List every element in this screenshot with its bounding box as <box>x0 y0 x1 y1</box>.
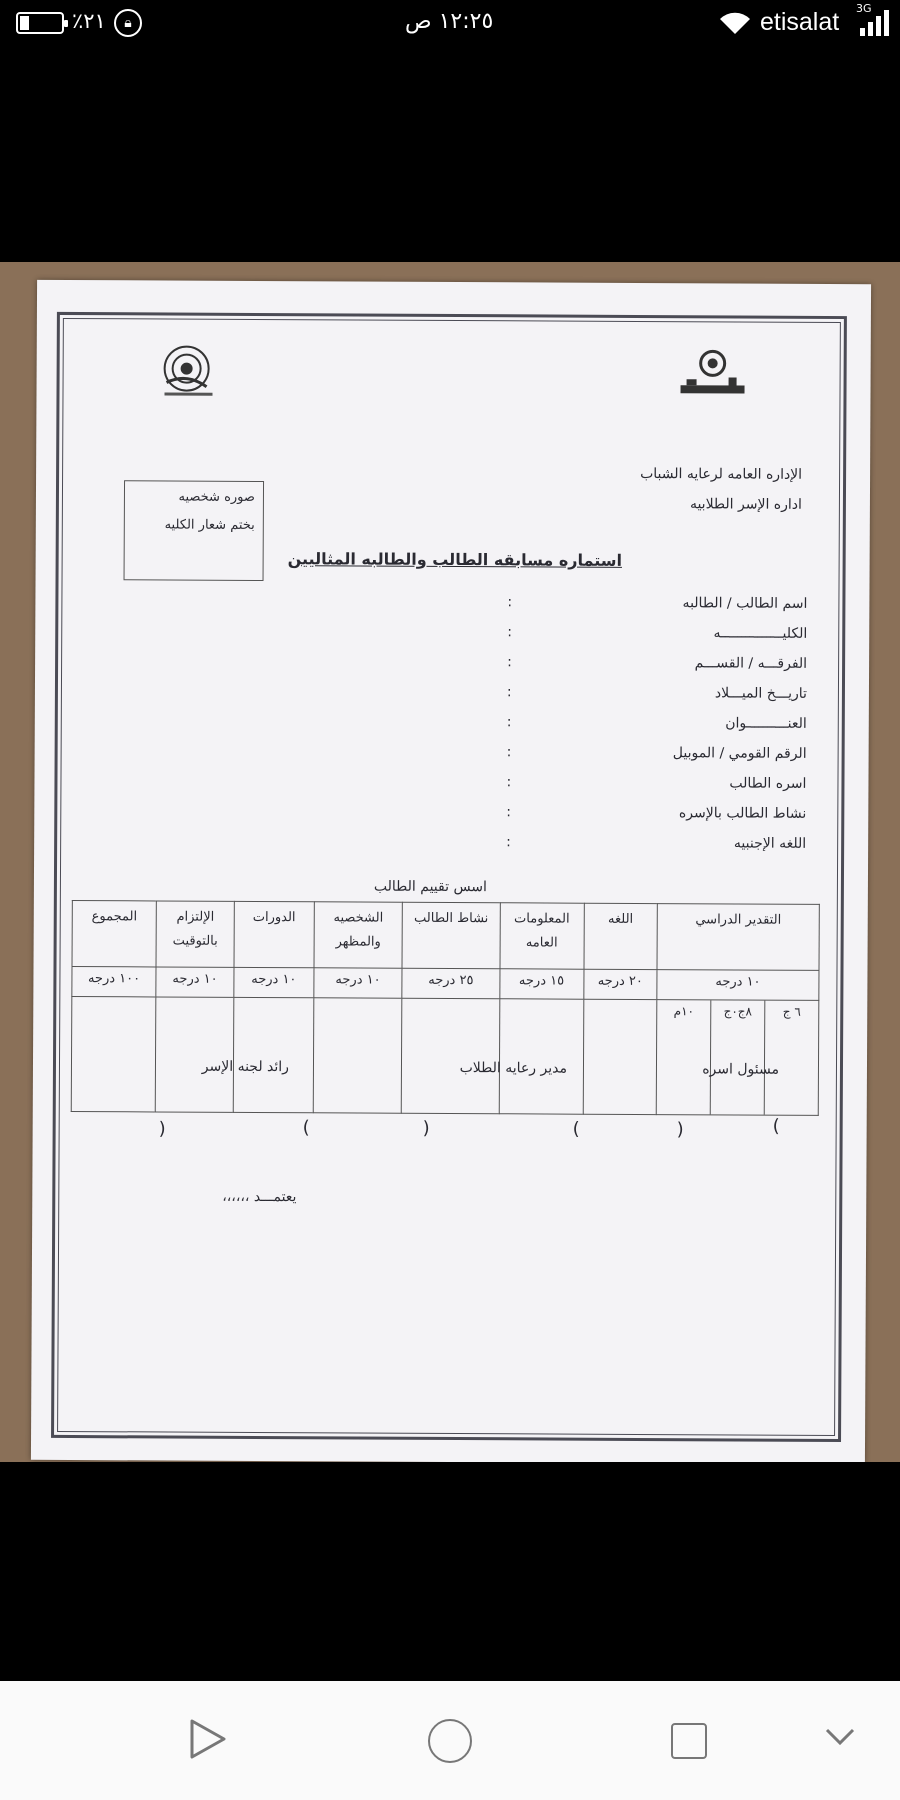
score-cell <box>233 997 313 1112</box>
column-max-grade: ٢٠ درجه <box>584 969 658 999</box>
form-field <box>507 594 807 620</box>
column-max-grade: ١٥ درجه <box>499 969 583 999</box>
navigation-bar <box>0 1681 900 1800</box>
form-field <box>507 744 807 770</box>
field-colon: : <box>506 684 512 701</box>
score-cell <box>402 998 500 1114</box>
battery-percentage: ٪٢١ <box>72 9 106 33</box>
rotation-lock-icon: 🔒︎ <box>114 9 142 37</box>
field-label: اسره الطالب <box>729 775 807 792</box>
field-colon: : <box>506 744 512 761</box>
form-field <box>507 654 807 680</box>
field-label: الكليـــــــــــــــه <box>713 625 808 642</box>
photo-label-2: بختم شعار الكليه <box>164 517 255 533</box>
field-label: العنــــــــــوان <box>725 715 807 732</box>
column-max-grade: ١٠ درجه <box>314 968 403 998</box>
score-cell <box>71 997 156 1112</box>
photo-placeholder <box>124 480 265 581</box>
field-colon: : <box>506 834 511 851</box>
form-field <box>506 774 806 800</box>
left-logo-icon <box>156 342 218 400</box>
criteria-title: اسس تقييم الطالب <box>373 878 488 896</box>
column-max-grade: ١٠٠ درجه <box>72 967 156 997</box>
column-max-grade: ١٠ درجه <box>156 967 234 997</box>
grade-subcolumn: ١٠م <box>673 1004 695 1019</box>
score-cell <box>583 999 657 1114</box>
column-max-grade: ١٠ درجه <box>657 970 819 1001</box>
score-cell <box>499 999 584 1114</box>
form-field <box>507 684 807 710</box>
score-cell <box>656 1000 819 1116</box>
evaluation-table <box>71 900 820 1116</box>
column-header: الإلتزام بالتوقيت <box>156 901 234 967</box>
wifi-icon <box>718 10 752 41</box>
field-label: اسم الطالب / الطالبه <box>682 595 808 612</box>
form-field <box>506 804 806 830</box>
form-field <box>506 834 806 860</box>
paper-sheet: الإداره العامه لرعايه الشباب اداره الإسر الطلابيه صوره شخصيه بختم شعار الكليه استماره مسابقه الطالب والطالبه المثاليين اسم الطالب / الطالبه : الكليـــــــــــــــه : الفرقـــه / القســـم : تاريـــخ الميـــلاد : العنــــــــــوان : الرقم القومي / الموبيل : اسره الطالب : نشاط الطالب بالإسره : اللغه الإجنبيه : اسس تقييم الطالب التقدير الدراسي اللغه المعلومات العامه نشاط الطالب الشخصيه والمظهر الدورات الإلتزام بالتوقيت المجموع ١٠ درجه ٢٠ درجه ١٥ درجه ٢٥ درجه ١٠ درجه ١٠ درجه ١٠ درجه ١٠٠ درجه ٦ ج ٨ج٠ج ١٠م مسئول اسره مدير رعايه الطلاب رائد لجنه الإسر ( ) ( ) ( ) يعتمـــد ،،،،،، <box>31 280 871 1462</box>
form-field <box>507 624 807 650</box>
back-icon[interactable] <box>188 1717 228 1761</box>
score-cell <box>313 998 402 1113</box>
signature-families-committee-leader: رائد لجنه الإسر <box>201 1058 290 1076</box>
clock: ١٢:٢٥ ص <box>405 9 494 34</box>
field-colon: : <box>507 594 513 611</box>
column-header: الشخصيه والمظهر <box>314 902 403 968</box>
battery-icon <box>16 12 64 34</box>
field-label: تاريـــخ الميـــلاد <box>714 685 807 702</box>
network-type: 3G <box>856 2 872 15</box>
chevron-down-icon[interactable] <box>824 1725 856 1749</box>
field-label: الرقم القومي / الموبيل <box>672 745 807 762</box>
recent-apps-icon[interactable] <box>671 1723 707 1759</box>
score-cell <box>155 997 233 1112</box>
column-header: المعلومات العامه <box>499 903 584 969</box>
column-header: المجموع <box>72 901 157 967</box>
carrier-name: etisalat <box>760 8 840 36</box>
org-line-2: اداره الإسر الطلابيه <box>689 496 802 513</box>
column-max-grade: ٢٥ درجه <box>402 968 499 999</box>
university-logo-icon <box>676 345 748 403</box>
column-header: الدورات <box>234 901 314 967</box>
field-colon: : <box>507 624 513 641</box>
status-bar <box>0 0 900 46</box>
signature-family-official: مسئول اسره <box>702 1061 780 1078</box>
column-header: نشاط الطالب <box>402 902 499 969</box>
field-colon: : <box>506 714 512 731</box>
field-colon: : <box>506 774 512 791</box>
document-photo <box>0 262 900 1462</box>
column-max-grade: ١٠ درجه <box>234 967 314 997</box>
grade-subcolumn: ٦ ج <box>764 1001 819 1115</box>
org-line-1: الإداره العامه لرعايه الشباب <box>640 465 803 483</box>
field-label: نشاط الطالب بالإسره <box>678 805 807 822</box>
column-header: اللغه <box>584 903 658 969</box>
grade-subcolumn: ٨ج٠ج <box>710 1000 765 1114</box>
field-label: اللغه الإجنبيه <box>733 835 807 852</box>
field-colon: : <box>506 804 512 821</box>
home-icon[interactable] <box>428 1719 472 1763</box>
field-colon: : <box>507 654 512 671</box>
form-title: استماره مسابقه الطالب والطالبه المثاليين <box>287 549 623 570</box>
form-field <box>507 714 807 740</box>
signature-student-care-director: مدير رعايه الطلاب <box>459 1060 568 1077</box>
approval-line: يعتمـــد ،،،،،، <box>222 1188 297 1206</box>
field-label: الفرقـــه / القســـم <box>694 655 808 672</box>
column-header: التقدير الدراسي <box>657 904 819 971</box>
photo-label-1: صوره شخصيه <box>178 489 255 505</box>
signal-icon <box>860 10 890 36</box>
